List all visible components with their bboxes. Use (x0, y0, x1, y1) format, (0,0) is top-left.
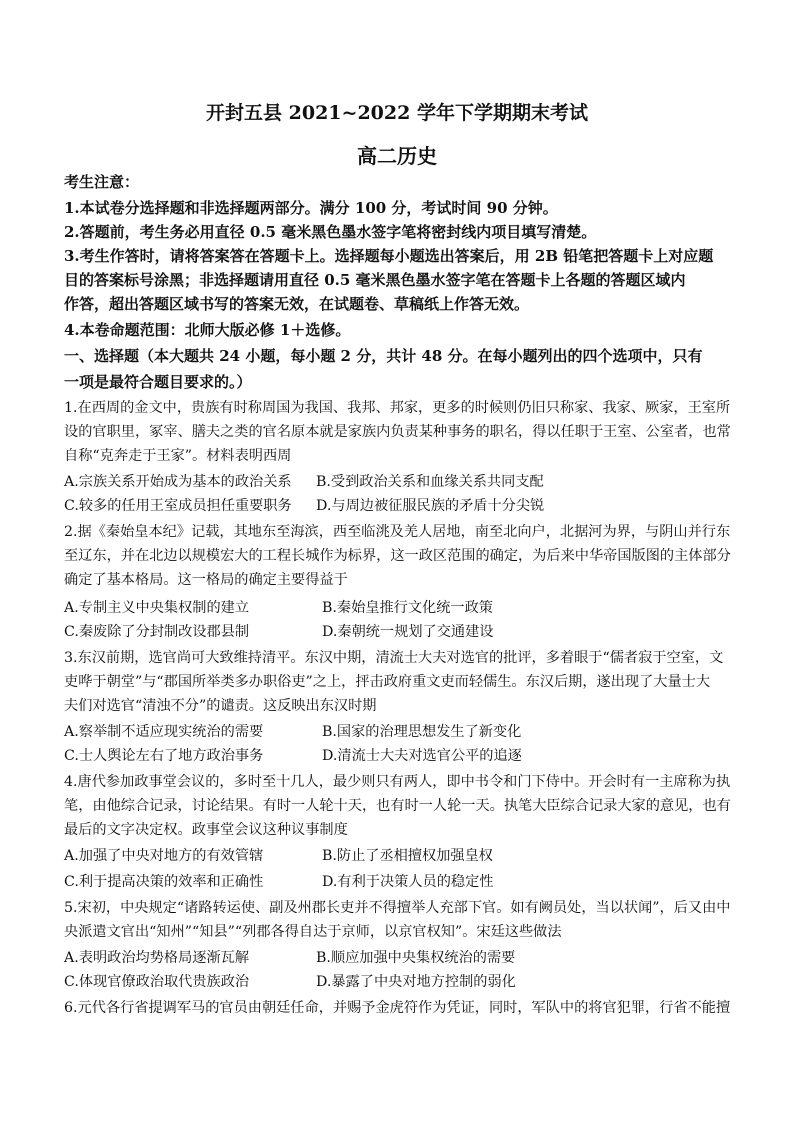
question-2-stem: 至辽东，并在北边以规模宏大的工程长城作为标界，这一政区范围的确定，为后来中华帝国版图的主体部分 (64, 548, 731, 564)
question-1-stem: 1.在西周的金文中，贵族有时称周国为我国、我邦、邦家，更多的时候则仍旧只称家、我家、厥家，王室所 (64, 400, 731, 416)
notice-item-3-cont2: 作答，超出答题区域书写的答案无效，在试题卷、草稿纸上作答无效。 (64, 295, 530, 313)
question-5-option-b: B.顺应加强中央集权统治的需要 (316, 950, 516, 966)
question-4-stem: 笔，由他综合记录，讨论结果。有时一人轮十天，也有时一人轮一天。执笔大臣综合记录大家的意见，也有 (64, 798, 731, 814)
question-5-option-d: D.暴露了中央对地方控制的弱化 (316, 974, 516, 990)
question-2-option-c: C.秦废除了分封制改设郡县制 (64, 624, 250, 640)
question-5-option-c: C.体现官僚政治取代贵族政治 (64, 974, 250, 990)
question-3-stem: 3.东汉前期，选官尚可大致维持清平。东汉中期，清流士大夫对选官的批评，多着眼于“儒者寂于空室，文 (64, 650, 724, 666)
question-1-option-d: D.与周边被征服民族的矛盾十分尖锐 (316, 498, 545, 514)
question-3-option-c: C.士人舆论左右了地方政治事务 (64, 748, 264, 764)
question-2-stem: 确定了基本格局。这一格局的确定主要得益于 (64, 572, 348, 588)
question-4-option-b: B.防止了丞相擅权加强皇权 (322, 848, 493, 864)
notice-item-1: 1.本试卷分选择题和非选择题两部分。满分 100 分，考试时间 90 分钟。 (64, 199, 558, 217)
question-4-stem: 最后的文字决定权。政事堂会议这种议事制度 (64, 822, 348, 838)
question-2-option-d: D.秦朝统一规划了交通建设 (322, 624, 494, 640)
question-2-stem: 2.据《秦始皇本纪》记载，其地东至海滨，西至临洮及羌人居地，南至北向户，北据河为界，与阴山并行东 (64, 524, 731, 540)
question-3-option-d: D.清流士大夫对选官公平的追逐 (322, 748, 522, 764)
notice-item-3-cont: 目的答案标号涂黑；非选择题请用直径 0.5 毫米黑色墨水签字笔在答题卡上各题的答题区域内 (64, 271, 686, 289)
question-2-option-b: B.秦始皇推行文化统一政策 (322, 600, 493, 616)
question-5-stem: 央派遣文官出“知州”“知县”“列郡各得自达于京师，以京官权知”。宋廷这些做法 (64, 924, 562, 940)
question-4-stem: 4.唐代参加政事堂会议的，多时至十几人，最少则只有两人，即中书令和门下侍中。开会时有一主席称为执 (64, 774, 731, 790)
question-5-option-a: A.表明政治均势格局逐渐瓦解 (64, 950, 250, 966)
question-2-option-a: A.专制主义中央集权制的建立 (64, 600, 250, 616)
question-1-option-b: B.受到政治关系和血缘关系共同支配 (316, 474, 544, 490)
question-1-stem: 设的官职里，冢宰、膳夫之类的官名原本就是家族内负责某种事务的职名，得以任职于王室、公室者，也常 (64, 424, 731, 440)
section-heading-cont: 一项是最符合题目要求的。） (64, 373, 252, 391)
section-heading: 一、选择题（本大题共 24 小题，每小题 2 分，共计 48 分。在每小题列出的四个选项中，只有 (64, 347, 703, 365)
question-4-option-d: D.有利于决策人员的稳定性 (322, 874, 494, 890)
exam-title: 开封五县 2021~2022 学年下学期期末考试 (206, 102, 588, 124)
notice-item-2: 2.答题前，考生务必用直径 0.5 毫米黑色墨水签字笔将密封线内项目填写清楚。 (64, 223, 597, 241)
notice-item-3: 3.考生作答时，请将答案答在答题卡上。选择题每小题选出答案后，用 2B 铅笔把答题卡上对应题 (64, 247, 714, 265)
question-1-stem: 自称“克奔走于王家”。材料表明西周 (64, 448, 292, 464)
notice-item-4: 4.本卷命题范围：北师大版必修 1＋选修。 (64, 321, 351, 339)
question-1-option-a: A.宗族关系开始成为基本的政治关系 (64, 474, 292, 490)
notice-heading: 考生注意： (64, 173, 140, 191)
question-3-option-b: B.国家的治理思想发生了新变化 (322, 724, 522, 740)
question-4-option-c: C.利于提高决策的效率和正确性 (64, 874, 264, 890)
exam-subject: 高二历史 (357, 144, 437, 168)
question-4-option-a: A.加强了中央对地方的有效管辖 (64, 848, 264, 864)
question-3-stem: 夫们对选官“清浊不分”的谴责。这反映出东汉时期 (64, 698, 377, 714)
question-3-stem: 吏哗于朝堂”与“郡国所举类多办职俗吏”之上，抨击政府重文吏而轻儒生。东汉后期，遂出现了大量士大 (64, 674, 711, 690)
question-1-option-c: C.较多的任用王室成员担任重要职务 (64, 498, 292, 514)
question-3-option-a: A.察举制不适应现实统治的需要 (64, 724, 264, 740)
question-6-stem: 6.元代各行省提调军马的官员由朝廷任命，并赐予金虎符作为凭证，同时，军队中的将官犯罪，行省不能擅 (64, 1000, 731, 1016)
question-5-stem: 5.宋初，中央规定“诸路转运使、副及州郡长吏并不得擅举人充部下官。如有阙员处，当以状闻”，后又由中 (64, 900, 731, 916)
